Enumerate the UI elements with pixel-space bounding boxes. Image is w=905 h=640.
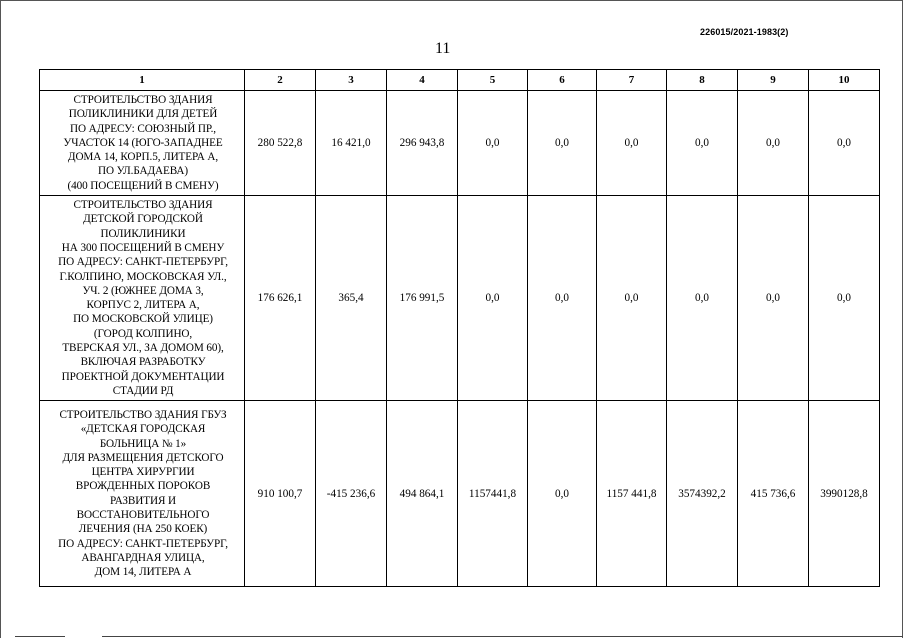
column-header: 2 [245,70,316,91]
page-number: 11 [435,40,451,57]
table-row [40,196,880,401]
column-header: 5 [458,70,528,91]
document-id: 226015/2021-1983(2) [700,27,789,37]
column-header: 10 [809,70,880,91]
table-cell: 0,0 [458,196,528,401]
table-cell: 1157441,8 [458,401,528,587]
table-cell: 910 100,7 [245,401,316,587]
table-cell: 0,0 [528,196,597,401]
table-cell: 176 626,1 [245,196,316,401]
table-cell: 16 421,0 [316,91,387,196]
column-header: 4 [387,70,458,91]
table-header-row [40,70,880,91]
budget-table [39,69,880,587]
column-header: 8 [667,70,738,91]
column-header: 7 [597,70,667,91]
table-cell: 1157 441,8 [597,401,667,587]
table-cell: 0,0 [809,91,880,196]
table-cell: 296 943,8 [387,91,458,196]
column-header: 9 [738,70,809,91]
table-cell: 3574392,2 [667,401,738,587]
row-description: СТРОИТЕЛЬСТВО ЗДАНИЯ ПОЛИКЛИНИКИ ДЛЯ ДЕТЕЙ ПО АДРЕСУ: СОЮЗНЫЙ ПР., УЧАСТОК 14 (ЮГО-ЗАПАДНЕЕ ДОМА 14, КОРП.5, ЛИТЕРА А, ПО УЛ.БАДАЕВА) (400 ПОСЕЩЕНИЙ В СМЕНУ) [40,91,245,196]
row-description: СТРОИТЕЛЬСТВО ЗДАНИЯ ДЕТСКОЙ ГОРОДСКОЙ ПОЛИКЛИНИКИ НА 300 ПОСЕЩЕНИЙ В СМЕНУ ПО АДРЕСУ: САНКТ-ПЕТЕРБУРГ, Г.КОЛПИНО, МОСКОВСКАЯ УЛ., УЧ. 2 (ЮЖНЕЕ ДОМА 3, КОРПУС 2, ЛИТЕРА А, ПО МОСКОВСКОЙ УЛИЦЕ) (ГОРОД КОЛПИНО, ТВЕРСКАЯ УЛ., ЗА ДОМОМ 60), ВКЛЮЧАЯ РАЗРАБОТКУ ПРОЕКТНОЙ ДОКУМЕНТАЦИИ СТАДИИ РД [40,196,245,401]
row-description: СТРОИТЕЛЬСТВО ЗДАНИЯ ГБУЗ «ДЕТСКАЯ ГОРОДСКАЯ БОЛЬНИЦА № 1» ДЛЯ РАЗМЕЩЕНИЯ ДЕТСКОГО ЦЕНТРА ХИРУРГИИ ВРОЖДЕННЫХ ПОРОКОВ РАЗВИТИЯ И ВОССТАНОВИТЕЛЬНОГО ЛЕЧЕНИЯ (НА 250 КОЕК) ПО АДРЕСУ: САНКТ-ПЕТЕРБУРГ, АВАНГАРДНАЯ УЛИЦА, ДОМ 14, ЛИТЕРА А [40,401,245,587]
column-header: 3 [316,70,387,91]
table-cell: 0,0 [738,91,809,196]
table-cell: 0,0 [528,401,597,587]
table-cell: -415 236,6 [316,401,387,587]
table-cell: 0,0 [528,91,597,196]
table-row [40,91,880,196]
table-cell: 0,0 [597,196,667,401]
column-header: 1 [40,70,245,91]
table-cell: 0,0 [597,91,667,196]
table-cell: 494 864,1 [387,401,458,587]
table-cell: 0,0 [667,91,738,196]
table-cell: 0,0 [809,196,880,401]
table-cell: 0,0 [738,196,809,401]
table-cell: 415 736,6 [738,401,809,587]
table-cell: 365,4 [316,196,387,401]
column-header: 6 [528,70,597,91]
table-cell: 176 991,5 [387,196,458,401]
table-row [40,401,880,587]
scan-edge-line [102,636,903,637]
table-cell: 0,0 [458,91,528,196]
table-cell: 280 522,8 [245,91,316,196]
scan-edge-line [15,636,65,637]
table-cell: 0,0 [667,196,738,401]
table-cell: 3990128,8 [809,401,880,587]
